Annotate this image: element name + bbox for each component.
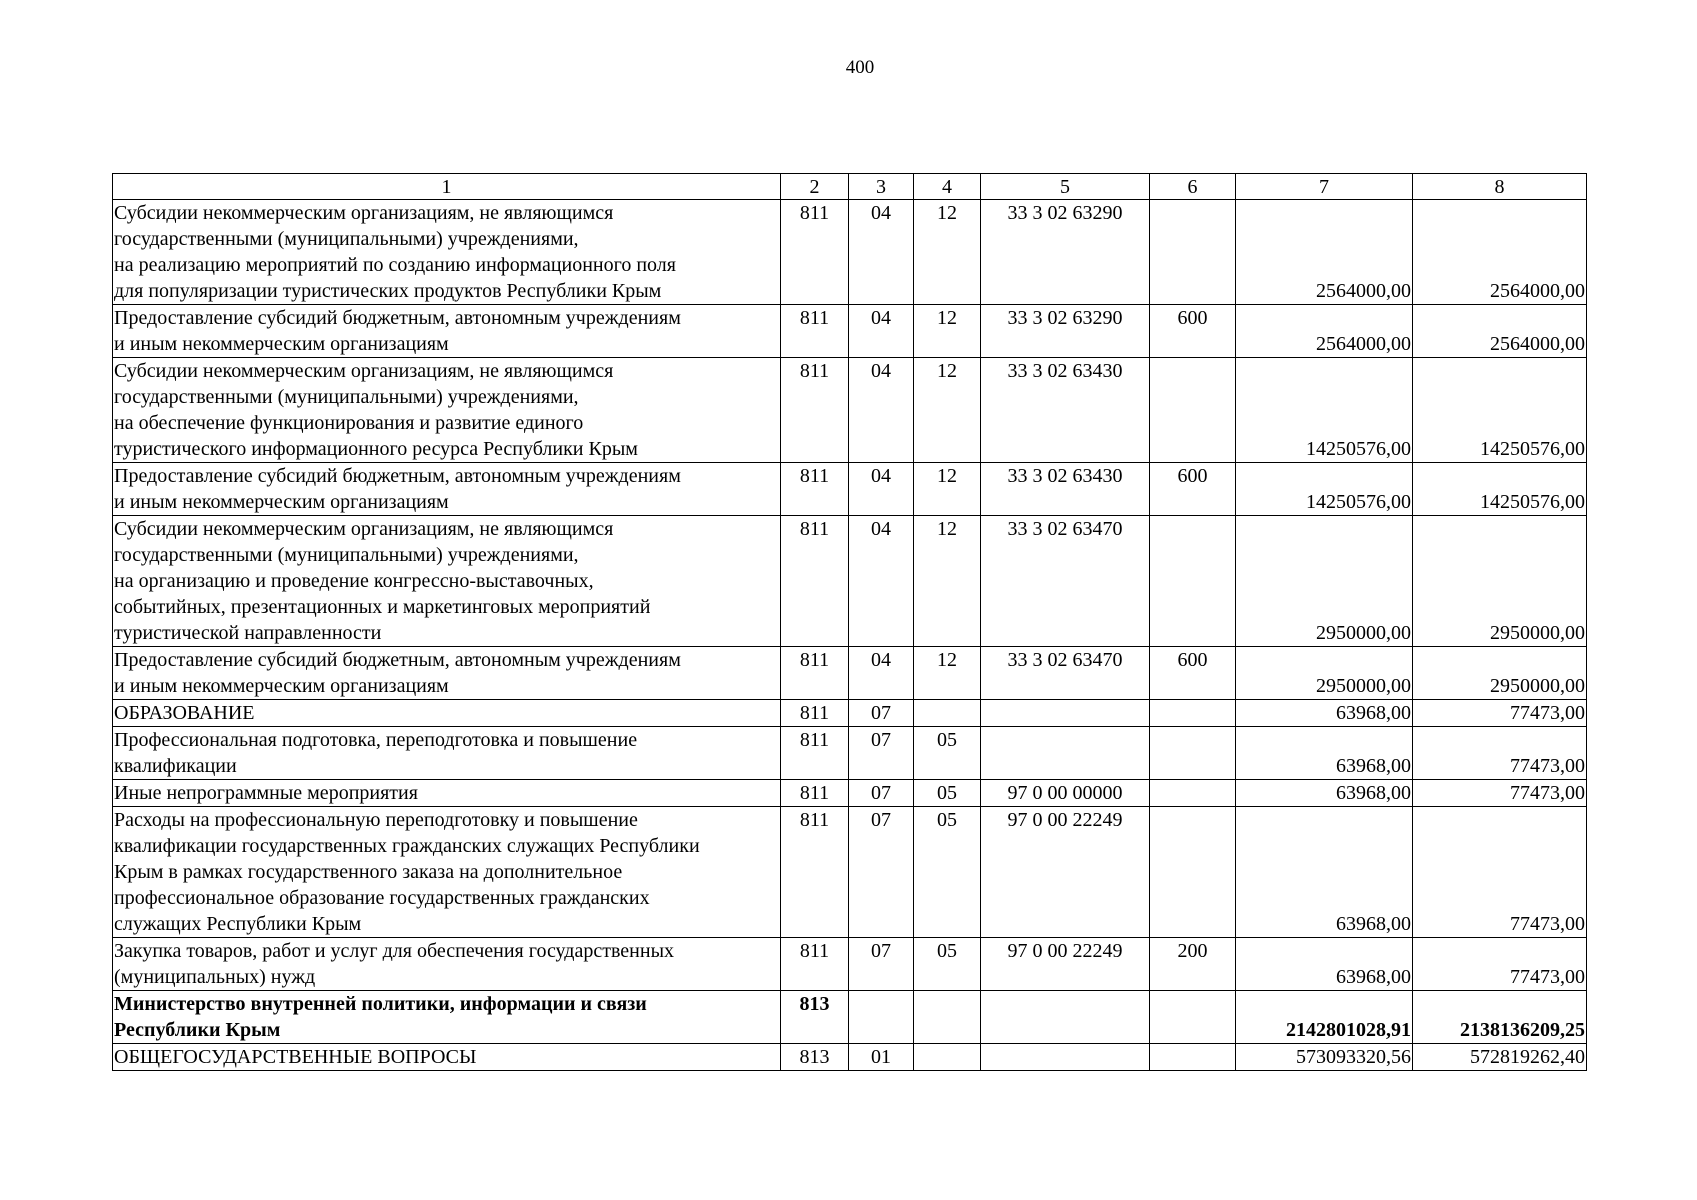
section-code [849,991,914,1044]
header-col-6: 6 [1150,174,1236,200]
amount-year-1: 63968,00 [1236,938,1413,991]
description-line: государственными (муниципальными) учреждениями, [114,386,579,408]
ministry-code: 811 [781,780,849,807]
header-col-1: 1 [113,174,781,200]
target-article-code [981,1044,1150,1071]
expense-type-code [1150,807,1236,938]
amount-year-1: 63968,00 [1236,780,1413,807]
expense-type-code [1150,516,1236,647]
table-row [113,938,1587,991]
subsection-code: 05 [914,807,981,938]
table-row [113,305,1587,358]
description-line: Субсидии некоммерческим организациям, не являющимся [114,360,614,382]
row-description [113,700,781,727]
target-article-code: 33 3 02 63290 [981,305,1150,358]
expense-type-code [1150,1044,1236,1071]
target-article-code: 97 0 00 00000 [981,780,1150,807]
table-row [113,780,1587,807]
expense-type-code: 600 [1150,305,1236,358]
subsection-code: 12 [914,516,981,647]
table-row [113,1044,1587,1071]
amount-year-2: 2564000,00 [1413,305,1587,358]
description-line: и иным некоммерческим организациям [114,333,449,355]
ministry-code: 811 [781,938,849,991]
table-row [113,991,1587,1044]
table-row [113,807,1587,938]
expense-type-code [1150,358,1236,463]
subsection-code [914,700,981,727]
section-code: 07 [849,700,914,727]
amount-year-2: 2564000,00 [1413,200,1587,305]
description-line: на реализацию мероприятий по созданию информационного поля [114,254,676,276]
amount-year-2: 2138136209,25 [1413,991,1587,1044]
description-line: Иные непрограммные мероприятия [114,782,418,804]
subsection-code: 05 [914,938,981,991]
ministry-code: 811 [781,358,849,463]
description-line: Расходы на профессиональную переподготовку и повышение [114,809,638,831]
description-line: (муниципальных) нужд [114,966,316,988]
amount-year-1: 2142801028,91 [1236,991,1413,1044]
section-code: 01 [849,1044,914,1071]
description-line: Предоставление субсидий бюджетным, автономным учреждениям [114,307,681,329]
amount-year-2: 77473,00 [1413,700,1587,727]
subsection-code [914,1044,981,1071]
subsection-code: 12 [914,358,981,463]
header-col-3: 3 [849,174,914,200]
description-line: и иным некоммерческим организациям [114,491,449,513]
description-line: Крым в рамках государственного заказа на дополнительное [114,861,623,883]
amount-year-1: 2950000,00 [1236,647,1413,700]
header-col-7: 7 [1236,174,1413,200]
subsection-code: 12 [914,200,981,305]
amount-year-2: 14250576,00 [1413,463,1587,516]
expense-type-code [1150,780,1236,807]
description-line: профессиональное образование государственных гражданских [114,887,650,909]
ministry-code: 811 [781,647,849,700]
row-description [113,358,781,463]
description-line: на организацию и проведение конгрессно-выставочных, [114,570,594,592]
amount-year-2: 14250576,00 [1413,358,1587,463]
table-row [113,727,1587,780]
amount-year-1: 2564000,00 [1236,200,1413,305]
target-article-code: 97 0 00 22249 [981,938,1150,991]
target-article-code: 33 3 02 63470 [981,516,1150,647]
amount-year-2: 77473,00 [1413,938,1587,991]
ministry-code: 811 [781,516,849,647]
row-description [113,780,781,807]
subsection-code: 12 [914,647,981,700]
table-row [113,463,1587,516]
table-row [113,700,1587,727]
section-code: 07 [849,727,914,780]
description-line: ОБЩЕГОСУДАРСТВЕННЫЕ ВОПРОСЫ [114,1046,477,1068]
row-description [113,1044,781,1071]
target-article-code: 33 3 02 63470 [981,647,1150,700]
description-line: ОБРАЗОВАНИЕ [114,702,255,724]
description-line: Субсидии некоммерческим организациям, не являющимся [114,518,614,540]
row-description [113,647,781,700]
description-line: Субсидии некоммерческим организациям, не являющимся [114,202,614,224]
ministry-code: 811 [781,807,849,938]
ministry-code: 811 [781,200,849,305]
amount-year-1: 63968,00 [1236,700,1413,727]
expense-type-code [1150,991,1236,1044]
amount-year-2: 572819262,40 [1413,1044,1587,1071]
amount-year-2: 77473,00 [1413,807,1587,938]
subsection-code: 12 [914,463,981,516]
description-line: государственными (муниципальными) учреждениями, [114,228,579,250]
section-code: 04 [849,463,914,516]
description-line: квалификации [114,755,237,777]
header-col-2: 2 [781,174,849,200]
table-header-row [113,174,1587,200]
description-line: Республики Крым [114,1019,281,1041]
section-code: 07 [849,780,914,807]
row-description [113,807,781,938]
description-line: служащих Республики Крым [114,913,362,935]
amount-year-1: 573093320,56 [1236,1044,1413,1071]
expense-type-code: 600 [1150,647,1236,700]
section-code: 07 [849,807,914,938]
budget-table [112,173,1587,1071]
subsection-code [914,991,981,1044]
description-line: государственными (муниципальными) учреждениями, [114,544,579,566]
target-article-code: 33 3 02 63290 [981,200,1150,305]
subsection-code: 05 [914,727,981,780]
description-line: Профессиональная подготовка, переподготовка и повышение [114,729,638,751]
section-code: 04 [849,516,914,647]
target-article-code [981,700,1150,727]
amount-year-2: 77473,00 [1413,780,1587,807]
ministry-code: 811 [781,463,849,516]
amount-year-1: 14250576,00 [1236,463,1413,516]
target-article-code: 33 3 02 63430 [981,358,1150,463]
section-code: 07 [849,938,914,991]
amount-year-1: 14250576,00 [1236,358,1413,463]
section-code: 04 [849,200,914,305]
amount-year-1: 63968,00 [1236,727,1413,780]
ministry-code: 813 [781,1044,849,1071]
header-col-5: 5 [981,174,1150,200]
expense-type-code [1150,727,1236,780]
subsection-code: 12 [914,305,981,358]
description-line: туристического информационного ресурса Республики Крым [114,438,638,460]
section-code: 04 [849,647,914,700]
table-row [113,516,1587,647]
ministry-code: 811 [781,700,849,727]
row-description [113,991,781,1044]
description-line: Предоставление субсидий бюджетным, автономным учреждениям [114,649,681,671]
target-article-code [981,991,1150,1044]
description-line: Закупка товаров, работ и услуг для обеспечения государственных [114,940,675,962]
expense-type-code [1150,700,1236,727]
description-line: для популяризации туристических продуктов Республики Крым [114,280,662,302]
ministry-code: 813 [781,991,849,1044]
target-article-code: 97 0 00 22249 [981,807,1150,938]
description-line: событийных, презентационных и маркетинговых мероприятий [114,596,651,618]
page-number: 400 [845,57,875,78]
amount-year-1: 2950000,00 [1236,516,1413,647]
target-article-code: 33 3 02 63430 [981,463,1150,516]
target-article-code [981,727,1150,780]
subsection-code: 05 [914,780,981,807]
row-description [113,938,781,991]
section-code: 04 [849,305,914,358]
ministry-code: 811 [781,727,849,780]
header-col-8: 8 [1413,174,1587,200]
header-col-4: 4 [914,174,981,200]
description-line: Предоставление субсидий бюджетным, автономным учреждениям [114,465,681,487]
expense-type-code [1150,200,1236,305]
amount-year-2: 77473,00 [1413,727,1587,780]
description-line: туристической направленности [114,622,382,644]
table-row [113,358,1587,463]
description-line: квалификации государственных гражданских служащих Республики [114,835,700,857]
amount-year-1: 2564000,00 [1236,305,1413,358]
table-row [113,200,1587,305]
expense-type-code: 600 [1150,463,1236,516]
description-line: и иным некоммерческим организациям [114,675,449,697]
amount-year-2: 2950000,00 [1413,516,1587,647]
row-description [113,727,781,780]
row-description [113,463,781,516]
expense-type-code: 200 [1150,938,1236,991]
table-row [113,647,1587,700]
row-description [113,516,781,647]
row-description [113,200,781,305]
amount-year-1: 63968,00 [1236,807,1413,938]
description-line: Министерство внутренней политики, информации и связи [114,993,647,1015]
section-code: 04 [849,358,914,463]
row-description [113,305,781,358]
amount-year-2: 2950000,00 [1413,647,1587,700]
description-line: на обеспечение функционирования и развитие единого [114,412,584,434]
ministry-code: 811 [781,305,849,358]
